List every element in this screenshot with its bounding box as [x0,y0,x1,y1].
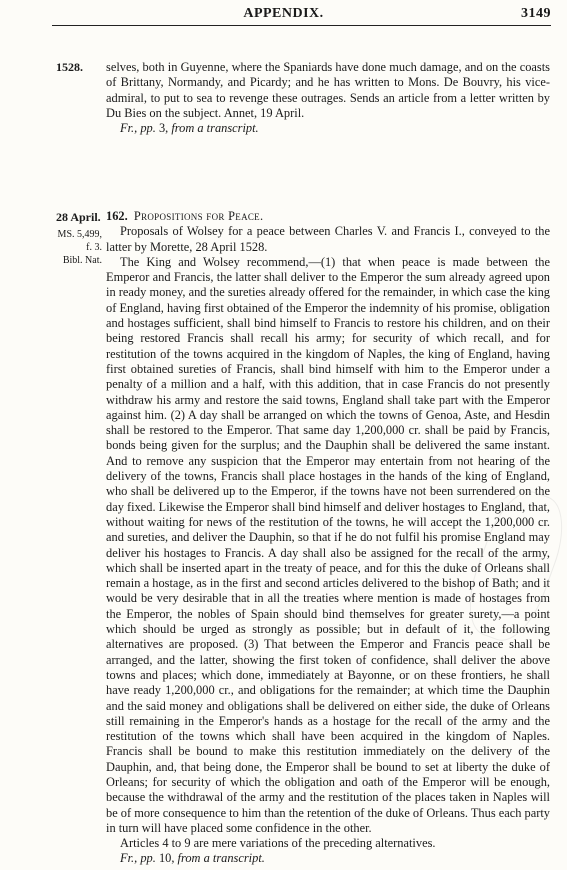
citation-num: 3, [158,121,169,136]
citation-pp: pp. [140,851,156,866]
citation-num: 10, [158,851,175,866]
running-head: APPENDIX. [243,6,324,21]
entry-closing: Articles 4 to 9 are mere variations of the preceding alternatives. [120,836,436,851]
entry-number: 162. [106,209,128,223]
entry-summary: Proposals of Wolsey for a peace between Charles V. and Francis I., conveyed to the latter by Morette, 28 April 1528. [106,224,550,254]
entry-title: Propositions for Peace. [133,209,264,223]
entry-1528-citation [106,121,550,136]
citation-pp: pp. [140,121,156,136]
year-marginal: 1528. [56,60,83,74]
citation-source: Fr., [120,121,138,136]
ms-ref-line: MS. 5,499, [57,229,102,240]
ms-ref-line: f. 3. [86,242,102,253]
citation-source: Fr., [120,851,138,866]
entry-1528-text: selves, both in Guyenne, where the Spaniards have done much damage, and on the coasts of Brittany, Normandy, and Picardy; and he has written to Mons. De Bouvry, his vice-admiral, to put to sea to revenge these outrages. Sends an article from a letter written by Du Bies on the subject. Annet, 19 April. [106,60,550,120]
entry-162 [106,209,550,867]
citation-rest: from a transcript. [177,851,265,866]
entry-1528 [106,60,550,136]
ms-reference [56,228,102,267]
header-rule [52,25,551,26]
entry-body: The King and Wolsey recommend,—(1) that when peace is made between the Emperor and Francis, the latter shall deliver to the Emperor the sum already agreed upon in ready money, and the sureties already offered for the remainder, in which case the king of England, having first obtained of the Emperor the indemnity of his promise, obligation and hostages sufficient, shall bind himself to Francis to restore his children, and on their being restored Francis shall recall his army; for security of which recall, and for restitution of the towns acquired in the kingdom of Naples, the king of England, having first obtained sureties of Francis, shall bind himself with him to the Emperor under a penalty of a million and a half, with this addition, that in case Francis do not presently withdraw his army and restore the said towns, England shall take part with the Emperor against him. (2) A day shall be arranged on which the towns of Genoa, Aste, and Hesdin shall be restored to the Emperor. That same day 1,200,000 cr. shall be paid by Francis, bonds being given for the surplus; and the Dauphin shall be delivered the same instant. And to remove any suspicion that the Emperor may entertain from not hearing of the delivery of the towns, Francis shall place hostages in the hands of the king of England, who shall be delivered up to the Emperor, if the towns have not been surrendered on the day fixed. Likewise the Emperor shall bind himself and deliver hostages to England, that, without waiting for news of the restitution of the towns, he will accept the 1,200,000 cr. and sureties, and deliver the Dauphin, so that if he do not fulfil his promise England may deliver his hostages to Francis. A day shall also be assigned for the recall of the army, which shall be inserted apart in the treaty of peace, and for this the duke of Orleans shall remain a hostage, as in the first and second articles delivered to the bishop of Bath; and it would be very desirable that in all the treaties where mention is made of hostages from the Emperor, the nobles of Spain should bind themselves for greater surety,—a point which should be urged as strongly as possible; but in default of it, the following alternatives are proposed. (3) That between the Emperor and Francis peace shall be arranged, and the latter, showing the first token of confidence, shall deliver the above towns and places; which done, immediately at Bayonne, or on these frontiers, he shall have ready 1,200,000 cr., and obligations for the remainder; at which time the Dauphin and the said money and obligations shall be delivered on either side, the duke of Orleans still remaining in the Emperor's hands as a hostage for the recall of the army and the restitution of the towns which shall have been acquired in the kingdom of Naples. Francis shall be bound to make this restitution immediately on the delivery of the Dauphin, and, that being done, the Emperor shall be bound to set at liberty the duke of Orleans; for security of which the obligation and oath of the Emperor will be enough, because the withdrawal of the army and the restitution of the places taken in Naples will be of more consequence to him than the retention of the duke of Orleans. Thus each party in turn will have placed some confidence in the other. [106,254,550,835]
entry-heading [106,209,550,224]
citation-rest: from a transcript. [171,121,259,136]
page-number: 3149 [521,6,551,21]
entry-date: 28 April. [56,210,101,224]
entry-162-citation [106,851,550,866]
ms-ref-line: Bibl. Nat. [62,255,102,266]
